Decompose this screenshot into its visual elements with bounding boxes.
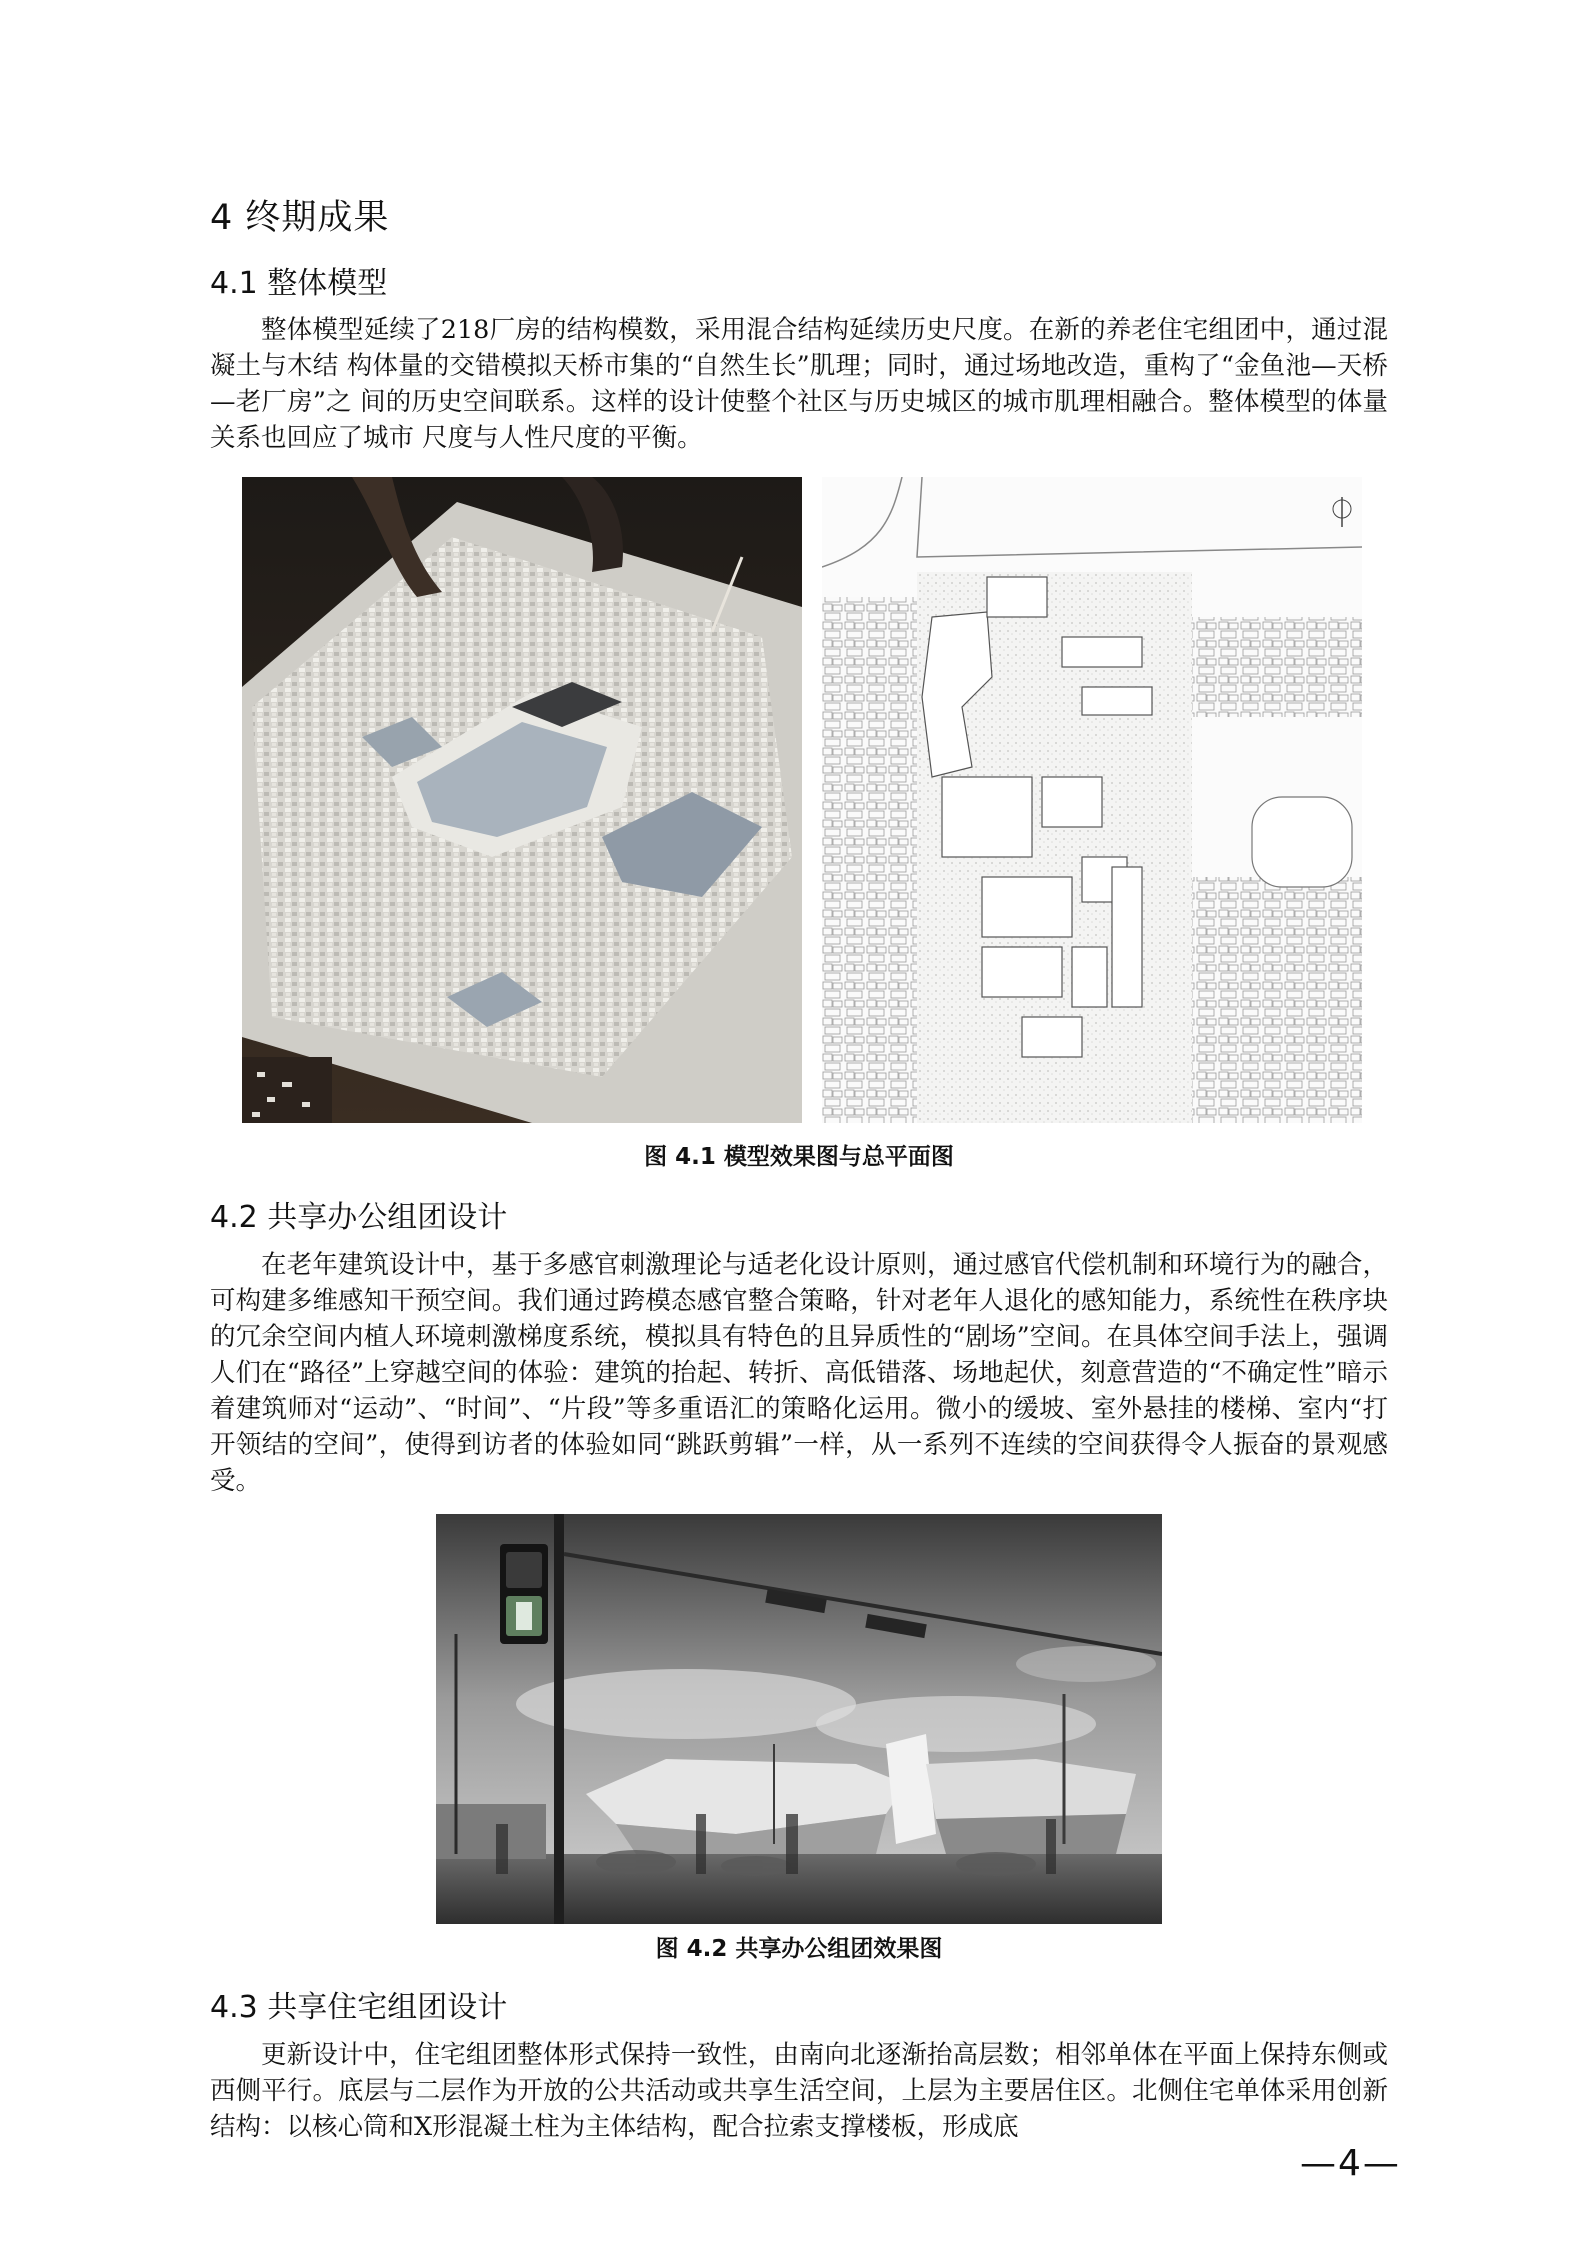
office-cluster-render xyxy=(436,1514,1162,1924)
paragraph-4-3: 更新设计中，住宅组团整体形式保持一致性，由南向北逐渐抬高层数；相邻单体在平面上保持东侧或西侧平行。底层与二层作为开放的公共活动或共享生活空间，上层为主要居住区。北侧住宅单体采用创新结构：以核心筒和X形混凝土柱为主体结构，配合拉索支撑楼板，形成底 xyxy=(210,2040,1388,2142)
model-photo xyxy=(242,477,802,1123)
subsection-heading-4-3: 4.3 共享住宅组团设计 xyxy=(210,1990,508,2025)
page-number: —4— xyxy=(1300,2143,1401,2184)
paragraph-4-1: 整体模型延续了218厂房的结构模数，采用混合结构延续历史尺度。在新的养老住宅组团中，通过混凝土与木结 构体量的交错模拟天桥市集的“自然生长”肌理；同时，通过场地改造，重构了“金鱼池—天桥—老厂房”之 间的历史空间联系。这样的设计使整个社区与历史城区的城市肌理相融合。整体模型的体量关系也回应了城市 尺度与人性尺度的平衡。 xyxy=(210,315,1388,453)
subsection-heading-4-2: 4.2 共享办公组团设计 xyxy=(210,1200,508,1235)
section-title: 4 终期成果 xyxy=(210,198,390,238)
paragraph-4-2: 在老年建筑设计中，基于多感官刺激理论与适老化设计原则，通过感官代偿机制和环境行为的融合，可构建多维感知干预空间。我们通过跨模态感官整合策略，针对老年人退化的感知能力，系统性在秩序块的冗余空间内植人环境刺激梯度系统，模拟具有特色的且异质性的“剧场”空间。在具体空间手法上，强调人们在“路径”上穿越空间的体验：建筑的抬起、转折、高低错落、场地起伏，刻意营造的“不确定性”暗示着建筑师对“运动”、“时间”、“片段”等多重语汇的策略化运用。微小的缓坡、室外悬挂的楼梯、室内“打开领结的空间”，使得到访者的体验如同“跳跃剪辑”一样，从一系列不连续的空间获得令人振奋的景观感受。 xyxy=(210,1250,1388,1496)
site-plan xyxy=(822,477,1362,1123)
figure-caption-4-1: 图 4.1 模型效果图与总平面图 xyxy=(644,1144,954,1170)
figure-caption-4-2: 图 4.2 共享办公组团效果图 xyxy=(655,1936,943,1962)
subsection-heading-4-1: 4.1 整体模型 xyxy=(210,266,388,301)
